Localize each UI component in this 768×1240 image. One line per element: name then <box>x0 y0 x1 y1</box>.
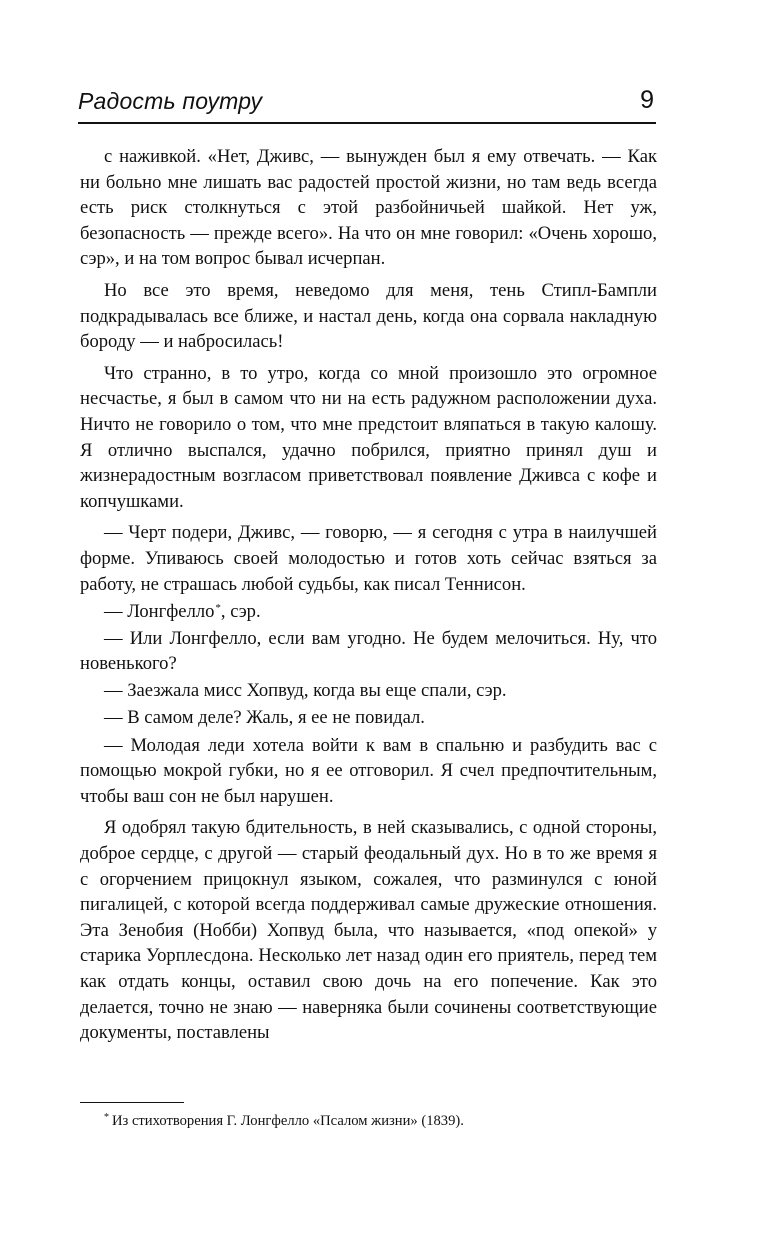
paragraph-2: Но все это время, неведомо для меня, тень Стипл-Бампли подкрадывалась все ближе, и настал день, когда она сорвала накладную бороду — и набросилась! <box>80 279 657 353</box>
paragraph-5 <box>80 599 657 625</box>
paragraph-6: — Или Лонгфелло, если вам угодно. Не будем мелочиться. Ну, что новенького? <box>80 627 657 675</box>
dialogue-longfellow: — Лонгфелло <box>104 600 215 622</box>
running-title: Радость поутру <box>78 88 263 114</box>
running-header <box>78 86 656 124</box>
paragraph-8: — В самом деле? Жаль, я ее не повидал. <box>104 707 425 729</box>
footnote <box>104 1111 664 1131</box>
footnote-text: Из стихотворения Г. Лонгфелло «Псалом жизни» (1839). <box>112 1113 464 1129</box>
page-number: 9 <box>640 86 654 114</box>
paragraph-7: — Заезжала мисс Хопвуд, когда вы еще спали, сэр. <box>104 680 507 702</box>
paragraph-10: Я одобрял такую бдительность, в ней сказывались, с одной стороны, доброе сердце, с другой — старый феодальный дух. Но в то же время я с огорчением прицокнул языком, сожалея, что разминулся с юной пигалицей, с которой всегда поддерживал самые дружеские отношения. Эта Зенобия (Нобби) Хопвуд была, что называется, «под опекой» у старика Уорплесдона. Несколько лет назад один его приятель, перед тем как отдать концы, оставил свою дочь на его попечение. Как это делается, точно не знаю — наверняка были сочинены соответствующие документы, поставлены <box>80 817 657 1044</box>
body-text <box>80 144 657 1047</box>
paragraph-9: — Молодая леди хотела войти к вам в спальню и разбудить вас с помощью мокрой губки, но я ее отговорил. Я счел предпочтительным, чтобы ваш сон не был нарушен. <box>80 734 657 807</box>
dialogue-longfellow-tail: , сэр. <box>220 600 261 622</box>
footnote-divider <box>80 1102 184 1103</box>
footnote-marker: * <box>215 601 221 614</box>
paragraph-3: Что странно, в то утро, когда со мной произошло это огромное несчастье, я был в самом что ни на есть радужном расположении духа. Ничто не говорило о том, что мне предстоит вляпаться в такую калошу. Я отлично выспался, удачно побрился, приятно принял душ и жизнерадостным возгласом приветствовал появление Дживса с кофе и копчушками. <box>80 362 657 512</box>
paragraph-1: с наживкой. «Нет, Дживс, — вынужден был я ему отвечать. — Как ни больно мне лишать вас радостей простой жизни, но там ведь всегда есть риск столкнуться с этой разбойничьей шайкой. Нет уж, безопасность — прежде всего». На что он мне говорил: «Очень хорошо, сэр», и на том вопрос бывал исчерпан. <box>80 146 657 270</box>
paragraph-4: — Черт подери, Дживс, — говорю, — я сегодня с утра в наилучшей форме. Упиваюсь своей молодостью и готов хоть сейчас взяться за работу, не страшась любой судьбы, как писал Теннисон. <box>80 522 657 595</box>
footnote-marker-bottom: * <box>104 1112 109 1123</box>
